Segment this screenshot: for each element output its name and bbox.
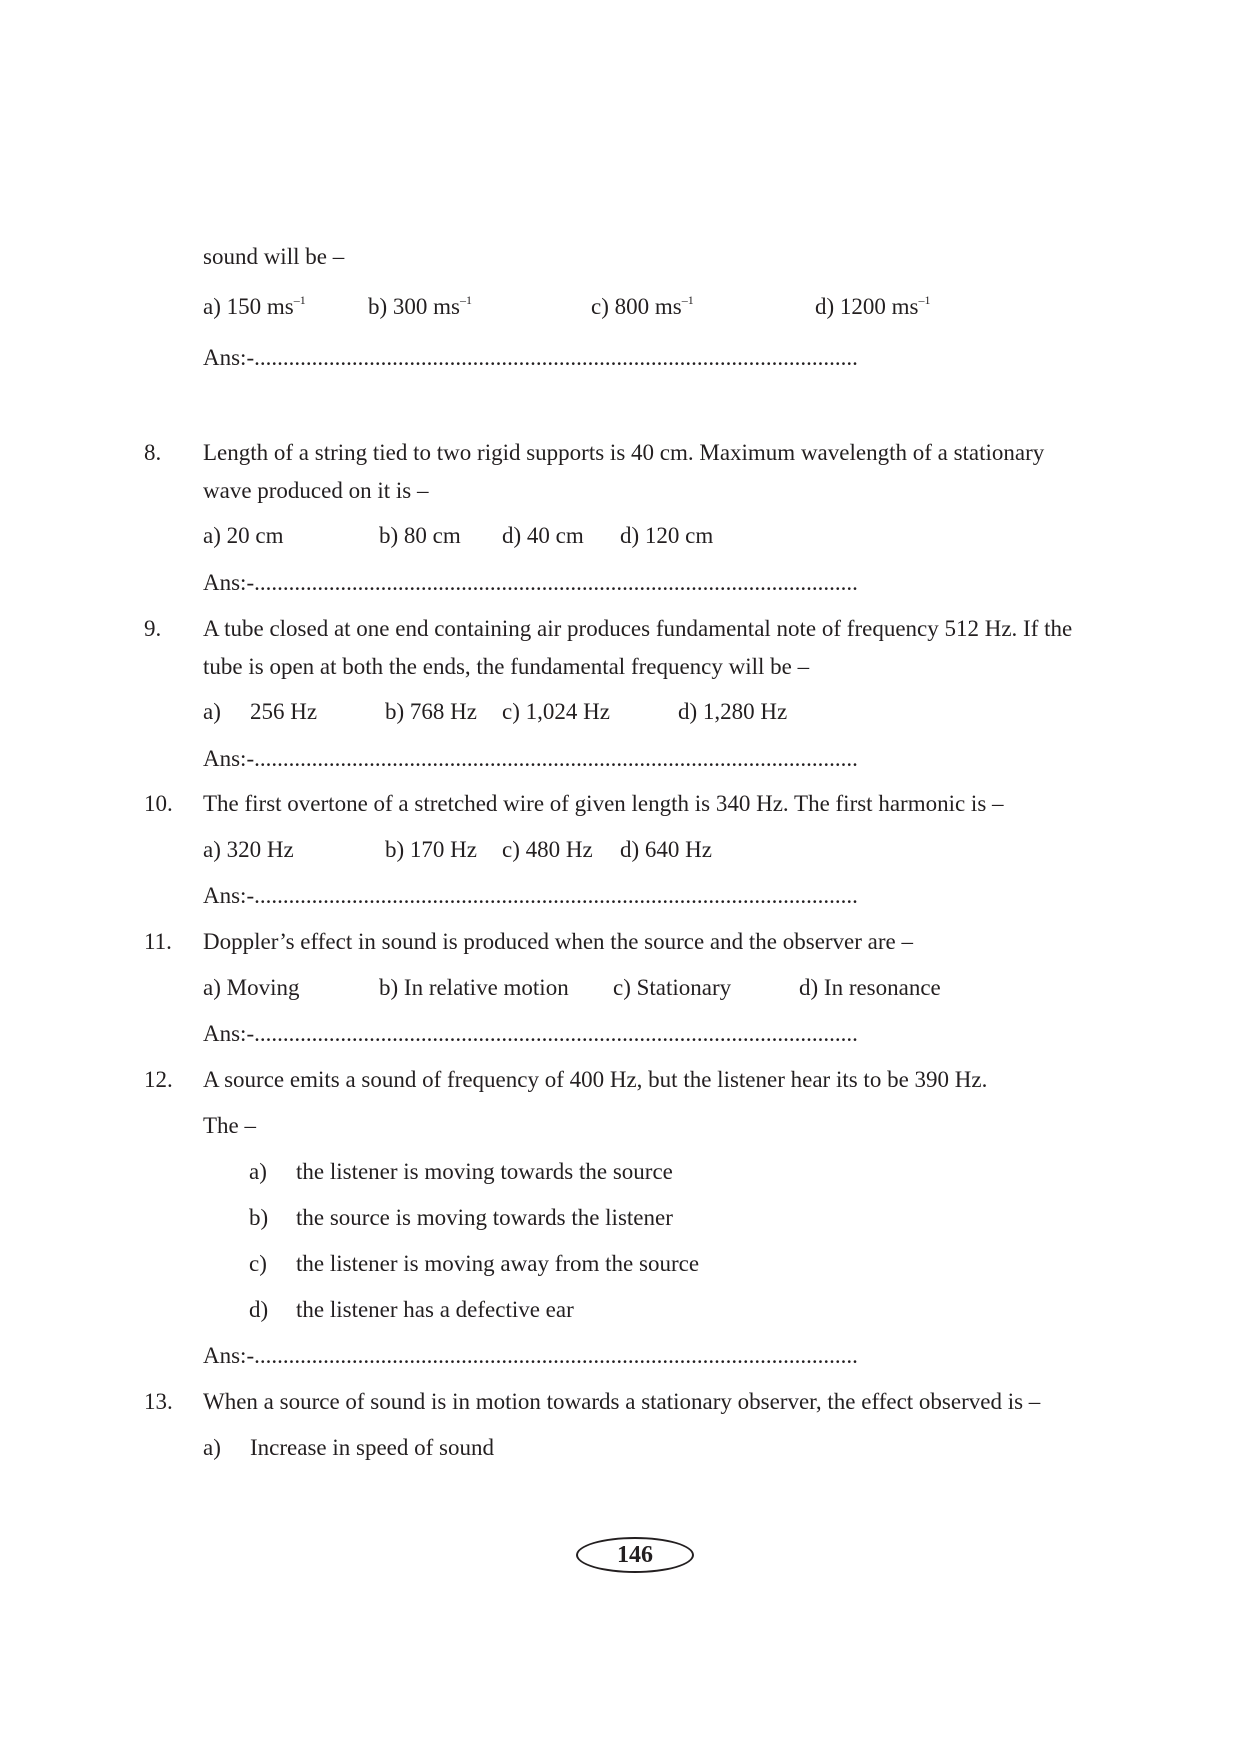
q12-option-b-label: b): [249, 1205, 269, 1230]
q10-option-d: d) 640 Hz: [620, 837, 712, 862]
q11-option-b: b) In relative motion: [379, 975, 569, 1000]
q11-number: 11.: [144, 929, 172, 954]
q11-option-d: d) In resonance: [799, 975, 941, 1000]
q10-option-b: b) 170 Hz: [385, 837, 477, 862]
q9-answer-line: Ans:-.........................................................................................................: [203, 746, 858, 771]
q12-text-line1: A source emits a sound of frequency of 400 Hz, but the listener hear its to be 390 Hz.: [203, 1067, 988, 1092]
q11-option-a: a) Moving: [203, 975, 300, 1000]
q8-number: 8.: [144, 440, 162, 465]
q10-option-c: c) 480 Hz: [502, 837, 593, 862]
q9-option-a-label: a): [203, 699, 221, 724]
q8-option-d: d) 120 cm: [620, 523, 714, 548]
q12-text-line2: The –: [203, 1113, 257, 1138]
q12-option-b: the source is moving towards the listener: [296, 1205, 673, 1230]
q7-continuation: sound will be –: [203, 244, 345, 269]
q9-text-line1: A tube closed at one end containing air produces fundamental note of frequency 512 Hz. If the: [203, 616, 1073, 641]
page-number: 146: [576, 1537, 694, 1573]
q13-number: 13.: [144, 1389, 173, 1414]
q10-option-a: a) 320 Hz: [203, 837, 294, 862]
q7-option-c: c) 800 $ms^{-1}$: [591, 293, 694, 319]
q8-option-c: d) 40 cm: [502, 523, 584, 548]
q13-option-a: Increase in speed of sound: [250, 1435, 494, 1460]
q13-option-a-label: a): [203, 1435, 221, 1460]
q12-option-d-label: d): [249, 1297, 269, 1322]
q11-text-line1: Doppler’s effect in sound is produced when the source and the observer are –: [203, 929, 914, 954]
q8-option-b: b) 80 cm: [379, 523, 461, 548]
q12-number: 12.: [144, 1067, 173, 1092]
q11-answer-line: Ans:-.........................................................................................................: [203, 1021, 858, 1046]
q12-option-c: the listener is moving away from the source: [296, 1251, 700, 1276]
q8-text-line1: Length of a string tied to two rigid supports is 40 cm. Maximum wavelength of a stationary: [203, 440, 1045, 465]
q9-text-line2: tube is open at both the ends, the fundamental frequency will be –: [203, 654, 810, 679]
q7-option-a: a) 150 $ms^{-1}$: [203, 293, 306, 319]
q10-text-line1: The first overtone of a stretched wire of given length is 340 Hz. The first harmonic is –: [203, 791, 1004, 816]
q9-option-d: d) 1,280 Hz: [678, 699, 788, 724]
q8-option-a: a) 20 cm: [203, 523, 284, 548]
q7-answer-line: Ans:-.........................................................................................................: [203, 345, 858, 370]
q7-option-d: d) 1200 $ms^{-1}$: [815, 293, 931, 319]
q11-option-c: c) Stationary: [613, 975, 732, 1000]
q8-text-line2: wave produced on it is –: [203, 478, 429, 503]
q9-option-a: 256 Hz: [250, 699, 318, 724]
q12-option-d: the listener has a defective ear: [296, 1297, 574, 1322]
q12-answer-line: Ans:-.........................................................................................................: [203, 1343, 858, 1368]
q10-number: 10.: [144, 791, 173, 816]
q8-answer-line: Ans:-.........................................................................................................: [203, 570, 858, 595]
q9-option-b: b) 768 Hz: [385, 699, 477, 724]
q12-option-a: the listener is moving towards the source: [296, 1159, 673, 1184]
q12-option-c-label: c): [249, 1251, 267, 1276]
q12-option-a-label: a): [249, 1159, 267, 1184]
q10-answer-line: Ans:-.........................................................................................................: [203, 883, 858, 908]
q9-number: 9.: [144, 616, 162, 641]
q9-option-c: c) 1,024 Hz: [502, 699, 610, 724]
q7-option-b: b) 300 $ms^{-1}$: [368, 293, 472, 319]
q13-text-line1: When a source of sound is in motion towards a stationary observer, the effect observed is –: [203, 1389, 1041, 1414]
